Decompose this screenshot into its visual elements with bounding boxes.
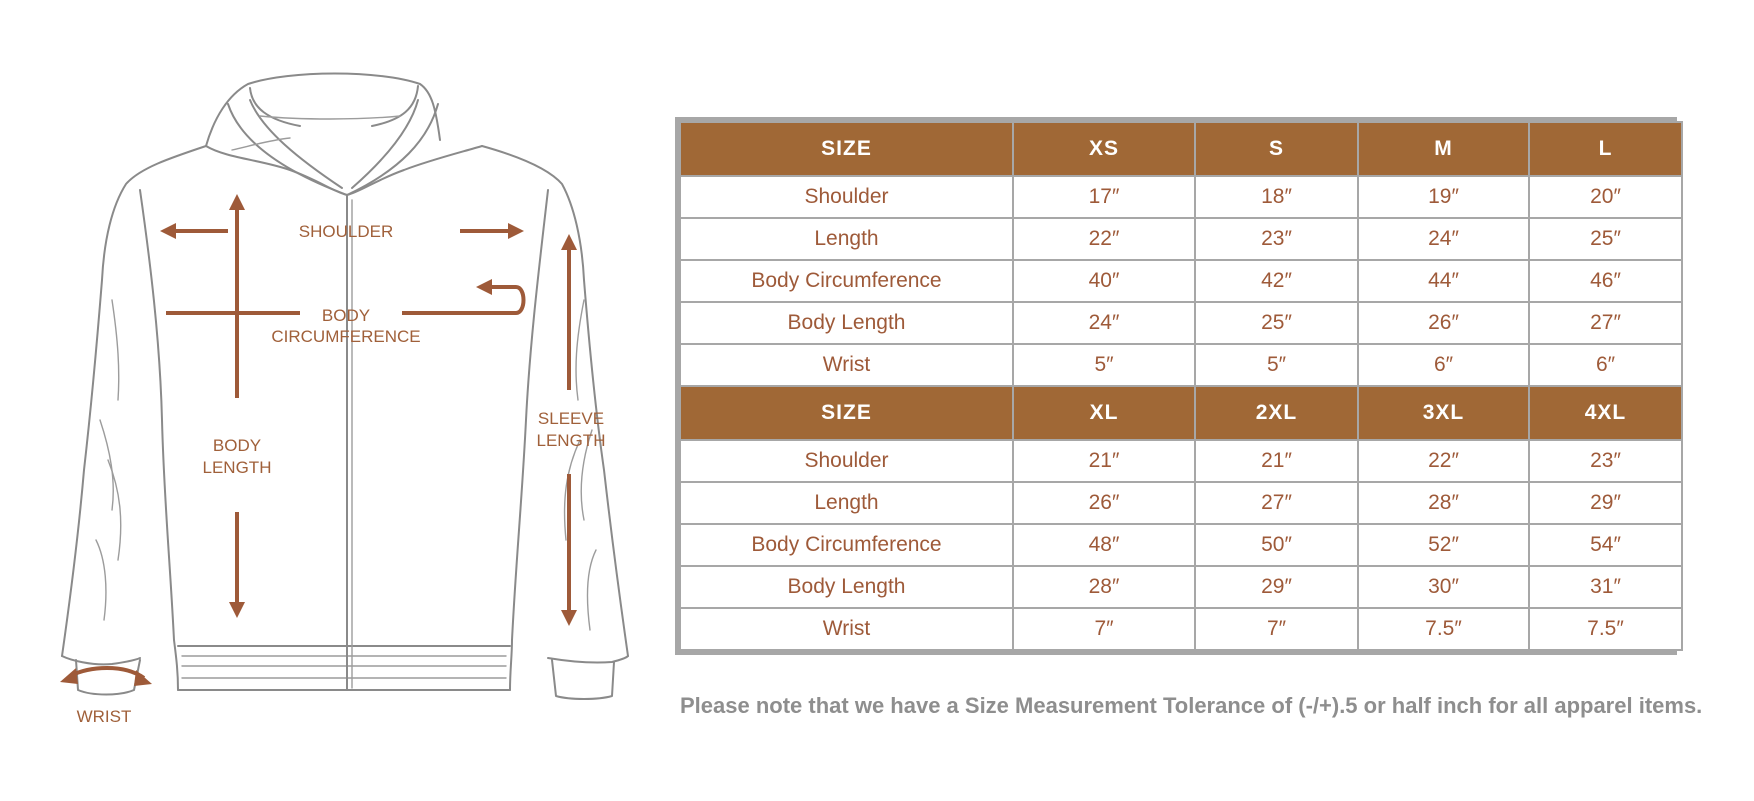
measurement-value-cell: 23″ xyxy=(1529,440,1682,482)
body-circumference-label-line2: CIRCUMFERENCE xyxy=(271,327,421,346)
measurement-value-cell: 28″ xyxy=(1013,566,1195,608)
measurement-value-cell: 30″ xyxy=(1358,566,1529,608)
size-column-header: L xyxy=(1529,122,1682,176)
sleeve-length-label-line2: LENGTH xyxy=(536,431,606,450)
shoulder-measure xyxy=(160,222,524,241)
measurement-value-cell: 21″ xyxy=(1013,440,1195,482)
measurement-value-cell: 7″ xyxy=(1195,608,1358,650)
measurement-value-cell: 28″ xyxy=(1358,482,1529,524)
wrist-measure xyxy=(60,668,152,726)
table-header-row xyxy=(680,122,1682,176)
measurement-value-cell: 7″ xyxy=(1013,608,1195,650)
measurement-name-cell: Body Length xyxy=(680,566,1013,608)
measurement-name-cell: Wrist xyxy=(680,608,1013,650)
measurement-value-cell: 24″ xyxy=(1013,302,1195,344)
measurement-value-cell: 48″ xyxy=(1013,524,1195,566)
size-column-header: S xyxy=(1195,122,1358,176)
measurement-value-cell: 24″ xyxy=(1358,218,1529,260)
measurement-name-cell: Body Circumference xyxy=(680,524,1013,566)
measurement-value-cell: 44″ xyxy=(1358,260,1529,302)
measurement-name-cell: Body Length xyxy=(680,302,1013,344)
measurement-value-cell: 25″ xyxy=(1529,218,1682,260)
measurement-value-cell: 17″ xyxy=(1013,176,1195,218)
table-row xyxy=(680,302,1682,344)
measurement-value-cell: 7.5″ xyxy=(1358,608,1529,650)
size-column-header: XS xyxy=(1013,122,1195,176)
measurement-value-cell: 6″ xyxy=(1529,344,1682,386)
measurement-name-cell: Shoulder xyxy=(680,176,1013,218)
table-row xyxy=(680,218,1682,260)
measurement-value-cell: 26″ xyxy=(1013,482,1195,524)
size-column-header: XL xyxy=(1013,386,1195,440)
measurement-value-cell: 21″ xyxy=(1195,440,1358,482)
measurement-name-cell: Body Circumference xyxy=(680,260,1013,302)
measurement-value-cell: 22″ xyxy=(1013,218,1195,260)
measurement-name-cell: Length xyxy=(680,218,1013,260)
body-circumference-label-line1: BODY xyxy=(321,306,371,325)
size-column-header: 3XL xyxy=(1358,386,1529,440)
measurement-value-cell: 20″ xyxy=(1529,176,1682,218)
table-row xyxy=(680,344,1682,386)
measurement-value-cell: 42″ xyxy=(1195,260,1358,302)
size-table xyxy=(679,121,1683,651)
size-header-cell: SIZE xyxy=(680,122,1013,176)
measurement-value-cell: 29″ xyxy=(1195,566,1358,608)
hoodie-measurement-diagram xyxy=(0,0,700,801)
measurement-name-cell: Shoulder xyxy=(680,440,1013,482)
size-header-cell: SIZE xyxy=(680,386,1013,440)
measurement-value-cell: 50″ xyxy=(1195,524,1358,566)
measurement-value-cell: 6″ xyxy=(1358,344,1529,386)
size-column-header: M xyxy=(1358,122,1529,176)
measurement-value-cell: 26″ xyxy=(1358,302,1529,344)
table-row xyxy=(680,566,1682,608)
shoulder-label: SHOULDER xyxy=(298,222,394,241)
measurement-name-cell: Wrist xyxy=(680,344,1013,386)
measurement-value-cell: 5″ xyxy=(1195,344,1358,386)
table-row xyxy=(680,608,1682,650)
size-chart xyxy=(675,117,1677,655)
sleeve-length-measure xyxy=(537,234,606,626)
table-row xyxy=(680,524,1682,566)
measurement-value-cell: 46″ xyxy=(1529,260,1682,302)
measurement-value-cell: 25″ xyxy=(1195,302,1358,344)
measurement-value-cell: 29″ xyxy=(1529,482,1682,524)
hoodie-outline xyxy=(62,74,628,700)
table-row xyxy=(680,440,1682,482)
tolerance-note: Please note that we have a Size Measurement Tolerance of (-/+).5 or half inch for all apparel items. xyxy=(680,693,1703,718)
body-length-label-line2: LENGTH xyxy=(202,458,272,477)
measurement-value-cell: 31″ xyxy=(1529,566,1682,608)
table-row xyxy=(680,482,1682,524)
measurement-value-cell: 54″ xyxy=(1529,524,1682,566)
size-column-header: 4XL xyxy=(1529,386,1682,440)
measurement-name-cell: Length xyxy=(680,482,1013,524)
table-row xyxy=(680,176,1682,218)
measurement-value-cell: 19″ xyxy=(1358,176,1529,218)
table-header-row xyxy=(680,386,1682,440)
table-row xyxy=(680,260,1682,302)
sleeve-length-label-line1: SLEEVE xyxy=(537,409,605,428)
body-length-measure xyxy=(203,194,272,618)
measurement-value-cell: 7.5″ xyxy=(1529,608,1682,650)
measurement-value-cell: 22″ xyxy=(1358,440,1529,482)
measurement-value-cell: 18″ xyxy=(1195,176,1358,218)
body-length-label-line1: BODY xyxy=(212,436,262,455)
measurement-value-cell: 27″ xyxy=(1195,482,1358,524)
measurement-value-cell: 52″ xyxy=(1358,524,1529,566)
body-circumference-measure xyxy=(166,279,524,346)
measurement-value-cell: 27″ xyxy=(1529,302,1682,344)
size-column-header: 2XL xyxy=(1195,386,1358,440)
measurement-value-cell: 5″ xyxy=(1013,344,1195,386)
measurement-value-cell: 23″ xyxy=(1195,218,1358,260)
measurement-value-cell: 40″ xyxy=(1013,260,1195,302)
wrist-label: WRIST xyxy=(76,707,132,726)
